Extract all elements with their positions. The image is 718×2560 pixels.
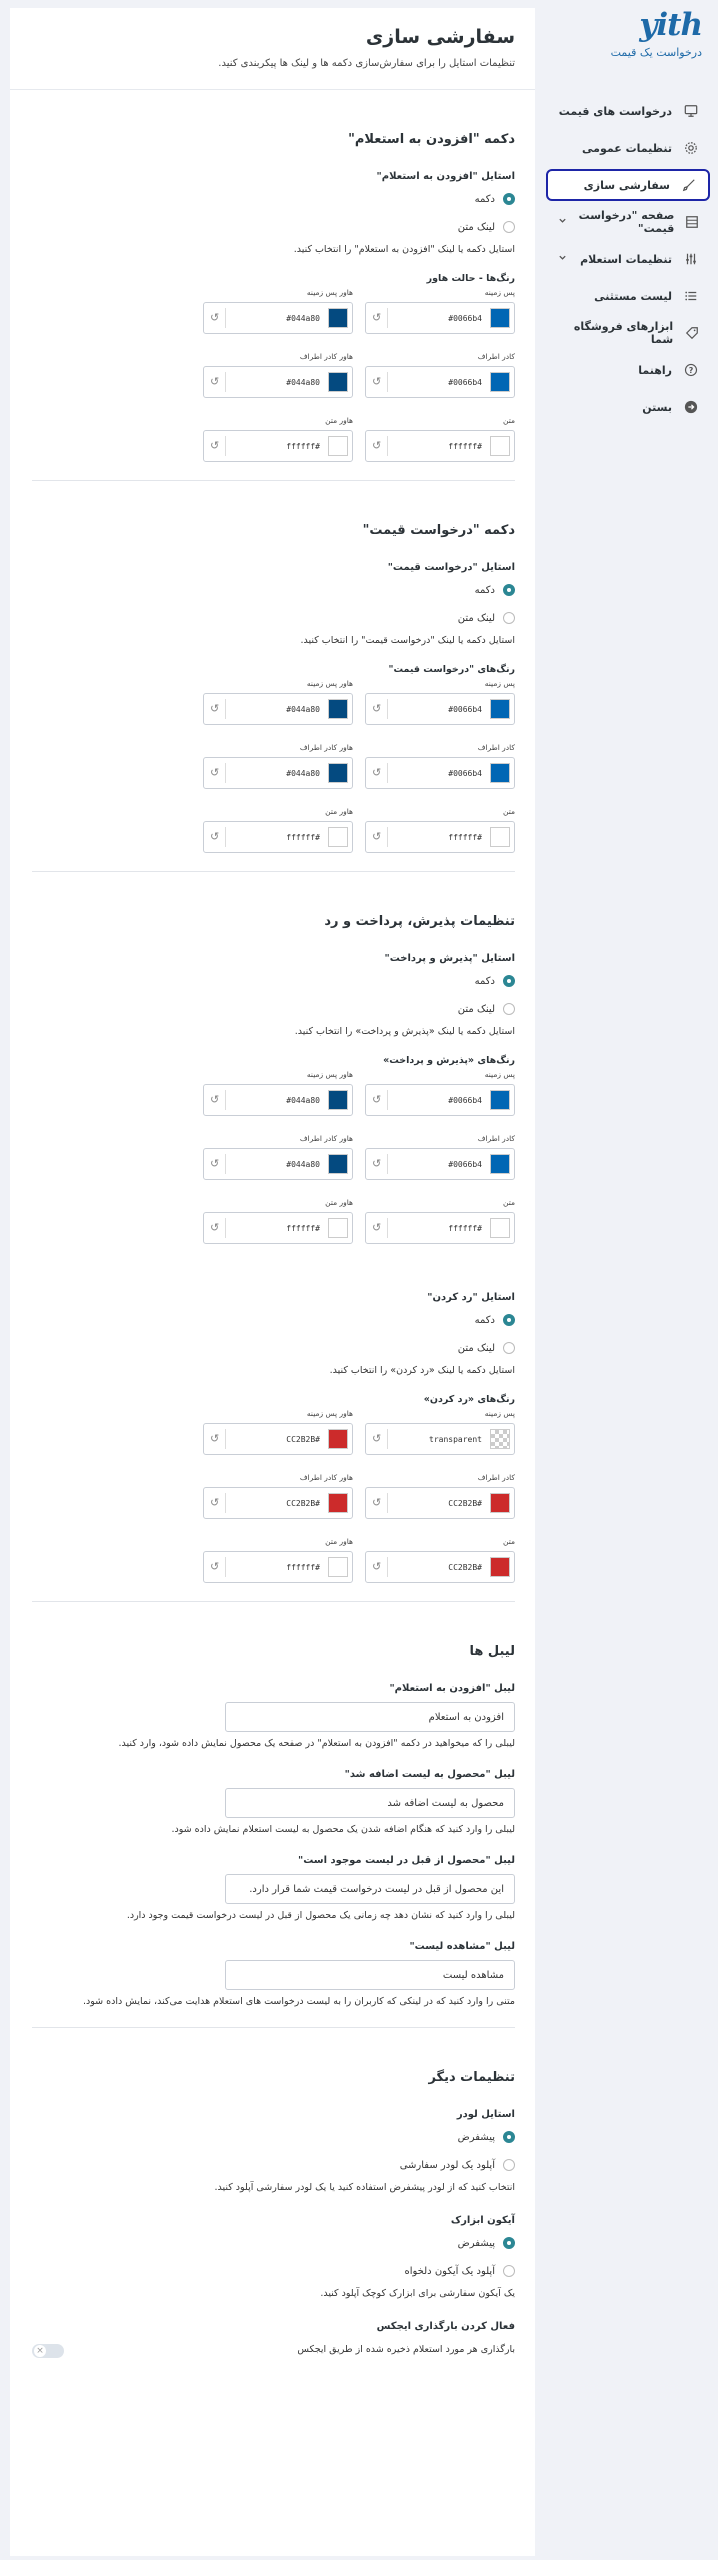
radio-label: پیشفرض [457, 2237, 495, 2249]
radio-dot [503, 2159, 515, 2171]
colors-label: رنگ‌های "درخواست قیمت" [388, 664, 515, 675]
reset-icon[interactable]: ↺ [210, 1557, 226, 1577]
s3-link-radio[interactable] [32, 1000, 515, 1018]
chevron-down-icon [558, 215, 567, 228]
color-value: #044a80 [286, 1159, 320, 1169]
color-value: #044a80 [286, 377, 320, 387]
color-swatch[interactable] [328, 308, 348, 328]
sidebar-item-label: صفحه "درخواست قیمت" [578, 209, 675, 235]
color-swatch[interactable] [490, 699, 510, 719]
color-picker[interactable] [203, 1084, 353, 1116]
reset-icon[interactable]: ↺ [372, 763, 388, 783]
widget-icon-label: آیکون ابزارک [450, 2215, 515, 2226]
color-field [365, 743, 515, 789]
color-value: #0066b4 [448, 704, 482, 714]
color-value: #ffffff [286, 1562, 320, 1572]
color-field [203, 743, 353, 789]
radio-dot [503, 1003, 515, 1015]
label-field [32, 1941, 515, 2007]
s1-link-radio[interactable] [32, 218, 515, 236]
s2-button-radio[interactable] [32, 581, 515, 599]
radio-dot [503, 193, 515, 205]
icon-desc: یک آیکون سفارشی برای ابزارک کوچک آپلود کنید. [320, 2288, 515, 2299]
reset-icon[interactable]: ↺ [210, 1090, 226, 1110]
reset-icon[interactable]: ↺ [372, 1090, 388, 1110]
style-label: استایل "درخواست قیمت" [387, 562, 515, 573]
field-desc: متنی را وارد کنید که در لینکی که کاربران را به لیست درخواست های استعلام هدایت می‌کند، نمایش داده شود. [82, 1996, 515, 2007]
color-swatch[interactable] [328, 827, 348, 847]
radio-dot [503, 221, 515, 233]
color-swatch[interactable] [490, 1154, 510, 1174]
color-label: پس زمینه [484, 679, 515, 688]
reset-icon[interactable]: ↺ [372, 1557, 388, 1577]
color-swatch[interactable] [490, 1218, 510, 1238]
radio-label: لینک متن [457, 612, 495, 624]
logo [538, 0, 718, 60]
sidebar-item-8[interactable] [546, 391, 710, 423]
sidebar-item-label: لیست مستثنی [594, 289, 672, 303]
section-title: دکمه "درخواست قیمت" [362, 523, 515, 538]
color-label: هاور کادر اطراف [299, 1134, 353, 1143]
section-title: لیبل ها [469, 1644, 515, 1659]
color-label: پس زمینه [484, 1070, 515, 1079]
color-label: هاور پس زمینه [306, 288, 353, 297]
color-field [203, 807, 353, 853]
other-settings-section [32, 2070, 515, 2369]
color-label: هاور کادر اطراف [299, 352, 353, 361]
color-picker[interactable] [365, 1551, 515, 1583]
color-label: متن [503, 1198, 515, 1207]
color-field [203, 1473, 353, 1519]
color-field [365, 416, 515, 462]
reset-icon[interactable]: ↺ [372, 1493, 388, 1513]
reset-icon[interactable]: ↺ [372, 699, 388, 719]
color-label: کادر اطراف [477, 1134, 515, 1143]
colors-label: رنگ‌های «پذیرش و پرداخت» [383, 1055, 515, 1066]
color-grid [32, 1070, 515, 1262]
color-label: پس زمینه [484, 1409, 515, 1418]
color-label: کادر اطراف [477, 352, 515, 361]
style-desc: استایل دکمه یا لینک "درخواست قیمت" را انتخاب کنید. [300, 635, 515, 646]
label-input[interactable] [225, 1788, 515, 1818]
color-field [203, 1409, 353, 1455]
color-swatch[interactable] [328, 1557, 348, 1577]
color-field [203, 1198, 353, 1244]
color-swatch[interactable] [490, 1493, 510, 1513]
sidebar-item-7[interactable] [546, 354, 710, 386]
radio-label: آپلود یک آیکون دلخواه [404, 2265, 495, 2277]
color-value: #CC2B2B [286, 1498, 320, 1508]
color-label: متن [503, 416, 515, 425]
radio-label: لینک متن [457, 1003, 495, 1015]
svg-text:?: ? [688, 366, 694, 376]
color-picker[interactable] [365, 693, 515, 725]
color-value: #ffffff [286, 832, 320, 842]
color-label: هاور پس زمینه [306, 1070, 353, 1079]
style-desc: استایل دکمه یا لینک «رد کردن» را انتخاب کنید. [329, 1365, 515, 1376]
color-label: هاور متن [325, 416, 353, 425]
reset-icon[interactable]: ↺ [210, 827, 226, 847]
sidebar-item-4[interactable] [546, 243, 710, 275]
section-title: تنظیمات پذیرش، پرداخت و رد [324, 914, 515, 929]
color-field [365, 1537, 515, 1583]
sidebar-item-label: تنظیمات استعلام [580, 252, 672, 266]
color-value: #044a80 [286, 704, 320, 714]
loader-default-radio[interactable] [32, 2128, 515, 2146]
color-swatch[interactable] [328, 436, 348, 456]
color-swatch[interactable] [328, 1154, 348, 1174]
page-header [10, 8, 535, 90]
s1-button-radio[interactable] [32, 190, 515, 208]
color-swatch[interactable] [490, 308, 510, 328]
ajax-toggle[interactable] [32, 2344, 64, 2358]
sidebar-item-label: راهنما [638, 363, 672, 377]
colors-label: رنگ‌های «رد کردن» [423, 1394, 515, 1405]
sidebar-item-5[interactable] [546, 280, 710, 312]
color-field [203, 1134, 353, 1180]
radio-dot [503, 584, 515, 596]
color-swatch[interactable] [490, 1090, 510, 1110]
color-field [203, 1537, 353, 1583]
reset-icon[interactable]: ↺ [372, 1154, 388, 1174]
icon-default-radio[interactable] [32, 2234, 515, 2252]
reset-icon[interactable]: ↺ [210, 372, 226, 392]
color-picker[interactable] [203, 1212, 353, 1244]
labels-section [32, 1644, 515, 2028]
color-swatch[interactable] [490, 763, 510, 783]
logo-subtitle: درخواست یک قیمت [610, 46, 702, 59]
label-field [32, 1683, 515, 1749]
color-swatch[interactable] [490, 436, 510, 456]
field-desc: لیبلی را وارد کنید که نشان دهد چه زمانی یک محصول از قبل در لیست درخواست قیمت وجود دارد. [126, 1910, 515, 1921]
reset-icon[interactable]: ↺ [372, 436, 388, 456]
color-picker[interactable] [365, 430, 515, 462]
color-value: transparent [429, 1434, 482, 1444]
radio-label: دکمه [474, 193, 495, 205]
color-field [365, 352, 515, 398]
sidebar-item-0[interactable] [546, 95, 710, 127]
color-swatch[interactable] [328, 1429, 348, 1449]
page-title: سفارشی سازی [365, 26, 515, 48]
help-icon [682, 361, 700, 379]
loader-style-label: استایل لودر [456, 2109, 515, 2120]
s2-link-radio[interactable] [32, 609, 515, 627]
radio-dot [503, 2237, 515, 2249]
color-picker[interactable] [365, 1148, 515, 1180]
color-label: کادر اطراف [477, 1473, 515, 1482]
loader-desc: انتخاب کنید که از لودر پیشفرض استفاده کنید یا یک لودر سفارشی آپلود کنید. [214, 2182, 515, 2193]
color-swatch[interactable] [328, 1090, 348, 1110]
sidebar-item-label: بستن [642, 400, 672, 414]
color-picker[interactable] [365, 302, 515, 334]
reset-icon[interactable]: ↺ [372, 827, 388, 847]
color-picker[interactable] [203, 757, 353, 789]
field-label: لیبل "محصول از قبل در لیست موجود است" [298, 1855, 515, 1866]
color-label: هاور متن [325, 1537, 353, 1546]
icon-custom-radio[interactable] [32, 2262, 515, 2280]
layout-icon [684, 213, 700, 231]
color-value: #CC2B2B [448, 1562, 482, 1572]
main-panel [10, 8, 535, 2556]
ajax-row [32, 2340, 515, 2369]
radio-label: دکمه [474, 975, 495, 987]
color-field [365, 1473, 515, 1519]
reset-icon[interactable]: ↺ [210, 308, 226, 328]
reset-icon[interactable]: ↺ [372, 1218, 388, 1238]
radio-label: آپلود یک لودر سفارشی [399, 2159, 495, 2171]
color-swatch[interactable] [328, 1493, 348, 1513]
color-field [365, 288, 515, 334]
color-swatch[interactable] [328, 763, 348, 783]
color-label: هاور کادر اطراف [299, 1473, 353, 1482]
color-field [203, 416, 353, 462]
style-label: استایل "افزودن به استعلام" [376, 171, 515, 182]
radio-label: دکمه [474, 584, 495, 596]
reset-icon[interactable]: ↺ [210, 699, 226, 719]
radio-label: دکمه [474, 1314, 495, 1326]
field-desc: لیبلی را که میخواهید در دکمه "افزودن به استعلام" در صفحه یک محصول نمایش داده شود، وارد کنید. [118, 1738, 515, 1749]
sidebar-item-1[interactable] [546, 132, 710, 164]
color-grid [32, 1409, 515, 1601]
ajax-label: فعال کردن بارگذاری ایجکس [376, 2321, 515, 2332]
color-value: #0066b4 [448, 1095, 482, 1105]
style-desc: استایل دکمه یا لینک «پذیرش و پرداخت» را انتخاب کنید. [294, 1026, 515, 1037]
reset-icon[interactable]: ↺ [210, 436, 226, 456]
color-value: #CC2B2B [448, 1498, 482, 1508]
label-field [32, 1855, 515, 1921]
color-picker[interactable] [365, 1487, 515, 1519]
color-picker[interactable] [203, 1148, 353, 1180]
color-picker[interactable] [365, 1084, 515, 1116]
monitor-icon [682, 102, 700, 120]
sliders-icon [682, 250, 700, 268]
color-value: #0066b4 [448, 1159, 482, 1169]
sidebar-nav [538, 95, 718, 423]
sidebar-item-label: تنظیمات عمومی [582, 141, 672, 155]
color-field [203, 288, 353, 334]
reset-icon[interactable]: ↺ [210, 1218, 226, 1238]
color-swatch[interactable] [490, 1429, 510, 1449]
color-picker[interactable] [203, 430, 353, 462]
radio-dot [503, 975, 515, 987]
s4-link-radio[interactable] [32, 1339, 515, 1357]
color-value: #ffffff [448, 1223, 482, 1233]
loader-custom-radio[interactable] [32, 2156, 515, 2174]
label-input[interactable] [225, 1702, 515, 1732]
color-value: #044a80 [286, 768, 320, 778]
color-picker[interactable] [365, 757, 515, 789]
sidebar-item-2[interactable] [546, 169, 710, 201]
color-grid [32, 288, 515, 480]
color-field [203, 1070, 353, 1116]
color-value: #ffffff [286, 1223, 320, 1233]
color-label: هاور متن [325, 807, 353, 816]
arrow-right-icon [682, 398, 700, 416]
s3-section [32, 914, 515, 1602]
color-label: هاور کادر اطراف [299, 743, 353, 752]
label-input[interactable] [225, 1960, 515, 1990]
field-label: لیبل "افزودن به استعلام" [389, 1683, 515, 1694]
radio-label: پیشفرض [457, 2131, 495, 2143]
s3-button-radio[interactable] [32, 972, 515, 990]
color-grid [32, 679, 515, 871]
reset-icon[interactable]: ↺ [210, 1154, 226, 1174]
brush-icon [680, 176, 698, 194]
section-title: دکمه "افزودن به استعلام" [348, 132, 515, 147]
sidebar-item-6[interactable] [546, 317, 710, 349]
radio-dot [503, 2265, 515, 2277]
radio-dot [503, 1314, 515, 1326]
color-picker[interactable] [203, 1551, 353, 1583]
color-field [365, 1198, 515, 1244]
reset-icon[interactable]: ↺ [210, 1493, 226, 1513]
color-picker[interactable] [203, 1487, 353, 1519]
reset-icon[interactable]: ↺ [372, 308, 388, 328]
color-value: #0066b4 [448, 377, 482, 387]
color-value: #044a80 [286, 1095, 320, 1105]
radio-label: لینک متن [457, 1342, 495, 1354]
field-desc: لیبلی را وارد کنید که هنگام اضافه شدن یک محصول به لیست استعلام نمایش داده شود. [171, 1824, 515, 1835]
reset-icon[interactable]: ↺ [210, 763, 226, 783]
color-field [365, 807, 515, 853]
color-value: #ffffff [448, 832, 482, 842]
page-description: تنظیمات استایل را برای سفارش‌سازی دکمه ها و لینک ها پیکربندی کنید. [218, 58, 515, 69]
color-label: هاور متن [325, 1198, 353, 1207]
logo-mark: yith [639, 7, 702, 43]
chevron-down-icon [558, 252, 567, 265]
color-label: پس زمینه [484, 288, 515, 297]
color-picker[interactable] [203, 366, 353, 398]
radio-label: لینک متن [457, 221, 495, 233]
color-picker[interactable] [203, 1423, 353, 1455]
color-picker[interactable] [365, 1423, 515, 1455]
color-value: #044a80 [286, 313, 320, 323]
style-label: استایل "رد کردن" [427, 1292, 515, 1303]
field-label: لیبل "مشاهده لیست" [409, 1941, 515, 1952]
color-swatch[interactable] [328, 699, 348, 719]
color-label: کادر اطراف [477, 743, 515, 752]
s4-button-radio[interactable] [32, 1311, 515, 1329]
color-picker[interactable] [203, 821, 353, 853]
field-label: لیبل "محصول به لیست اضافه شد" [344, 1769, 515, 1780]
color-swatch[interactable] [490, 1557, 510, 1577]
s2-section [32, 523, 515, 872]
color-value: #0066b4 [448, 313, 482, 323]
radio-dot [503, 1342, 515, 1354]
reset-icon[interactable]: ↺ [372, 372, 388, 392]
color-swatch[interactable] [490, 827, 510, 847]
color-field [365, 679, 515, 725]
color-picker[interactable] [203, 693, 353, 725]
sidebar-item-label: درخواست های قیمت [558, 104, 672, 118]
list-icon [682, 287, 700, 305]
label-input[interactable] [225, 1874, 515, 1904]
section-title: تنظیمات دیگر [428, 2070, 515, 2085]
color-value: #0066b4 [448, 768, 482, 778]
color-swatch[interactable] [328, 1218, 348, 1238]
color-field [365, 1134, 515, 1180]
sidebar-item-label: سفارشی سازی [583, 178, 670, 192]
color-label: هاور پس زمینه [306, 1409, 353, 1418]
color-picker[interactable] [203, 302, 353, 334]
ajax-desc: بارگذاری هر مورد استعلام ذخیره شده از طریق ایجکس [297, 2344, 515, 2355]
radio-dot [503, 2131, 515, 2143]
style-label: استایل "پذیرش و پرداخت" [384, 953, 515, 964]
color-field [203, 679, 353, 725]
color-label: متن [503, 807, 515, 816]
color-field [365, 1409, 515, 1455]
tag-icon [683, 324, 700, 342]
sidebar-item-3[interactable] [546, 206, 710, 238]
color-value: #ffffff [286, 441, 320, 451]
color-field [203, 352, 353, 398]
s1-section [32, 132, 515, 481]
color-swatch[interactable] [328, 372, 348, 392]
sidebar [538, 0, 718, 2560]
style-desc: استایل دکمه یا لینک "افزودن به استعلام" را انتخاب کنید. [293, 244, 515, 255]
color-label: متن [503, 1537, 515, 1546]
color-picker[interactable] [365, 1212, 515, 1244]
color-field [365, 1070, 515, 1116]
reset-icon[interactable]: ↺ [372, 1429, 388, 1449]
color-label: هاور پس زمینه [306, 679, 353, 688]
radio-dot [503, 612, 515, 624]
sidebar-item-label: ابزارهای فروشگاه شما [573, 320, 674, 346]
gear-icon [682, 139, 700, 157]
color-value: #CC2B2B [286, 1434, 320, 1444]
colors-label: رنگ‌ها - حالت هاور [426, 273, 515, 284]
color-picker[interactable] [365, 821, 515, 853]
color-value: #ffffff [448, 441, 482, 451]
color-swatch[interactable] [490, 372, 510, 392]
label-field [32, 1769, 515, 1835]
reset-icon[interactable]: ↺ [210, 1429, 226, 1449]
color-picker[interactable] [365, 366, 515, 398]
